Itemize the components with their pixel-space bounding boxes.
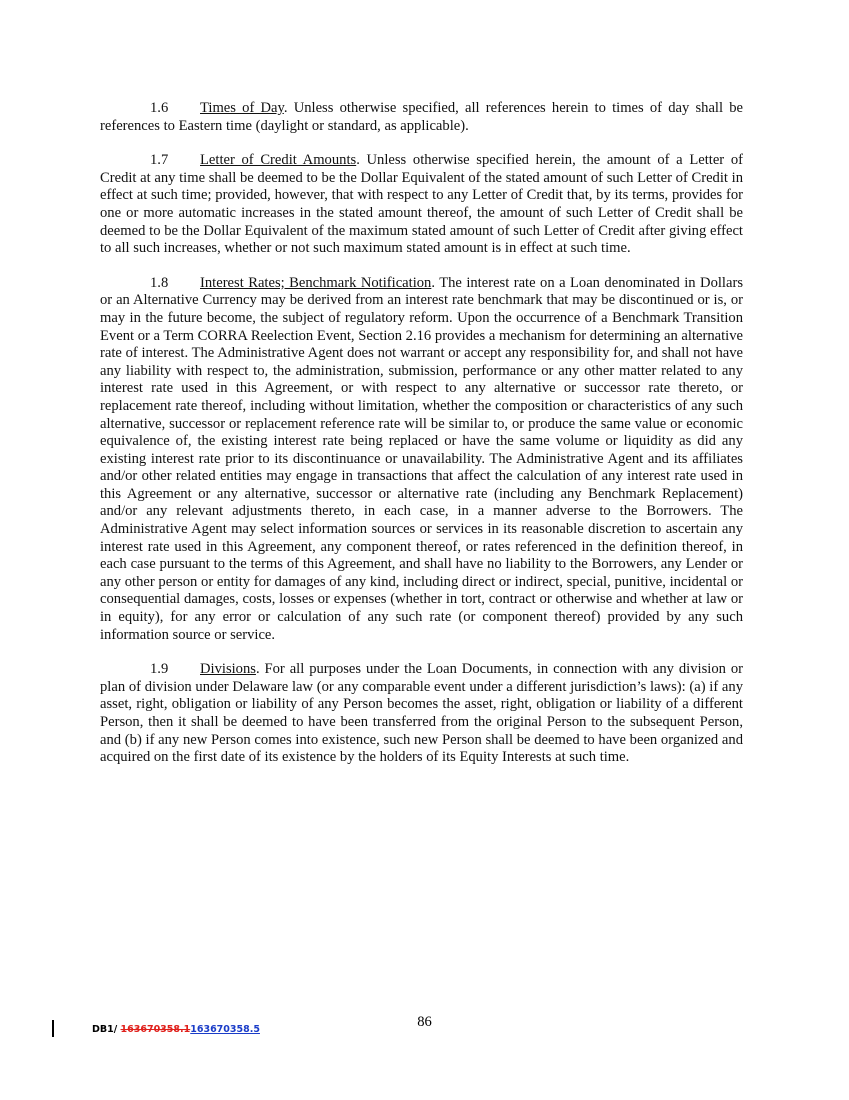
document-id-deleted: 163670358.1 bbox=[120, 1024, 191, 1035]
section-body: . Unless otherwise specified herein, the amount of a Letter of Credit at any time shall be deemed to be the Dollar Equivalent of the stated amount of such Letter of Credit in effect at such time; provided, however, that with respect to any Letter of Credit that, by its terms, provides for one or more automatic increases in the stated amount thereof, the amount of such Letter of Credit shall be deemed to be the Dollar Equivalent of the maximum stated amount of such Letter of Credit after giving effect to all such increases, whether or not such maximum stated amount is in effect at such time. bbox=[100, 152, 743, 257]
section-heading: Interest Rates; Benchmark Notification bbox=[200, 274, 432, 291]
section-body: . The interest rate on a Loan denominated in Dollars or an Alternative Currency may be derived from an interest rate benchmark that may be discontinued or is, or may in the future become, the subject of regulatory reform. Upon the occurrence of a Benchmark Transition Event or a Term CORRA Reelection Event, Section 2.16 provides a mechanism for determining an alternative rate of interest. The Administrative Agent does not warrant or accept any responsibility for, and shall not have any liability with respect to, the administration, submission, performance or any other matter related to any interest rate used in this Agreement, or with respect to any alternative or successor rate thereto, or replacement rate thereof, including without limitation, whether the composition or characteristics of any such alternative, successor or replacement reference rate will be similar to, or produce the same value or economic equivalence of, the existing interest rate being replaced or have the same volume or liquidity as did any existing interest rate prior to its discontinuance or unavailability. The Administrative Agent and its affiliates and/or other related entities may engage in transactions that affect the calculation of any interest rate used in this Agreement or any alternative, successor or alternative rate (including any Benchmark Replacement) and/or any relevant adjustments thereto, in each case, in a manner adverse to the Borrowers. The Administrative Agent may select information sources or services in its reasonable discretion to ascertain any interest rate used in this Agreement, any component thereof, or rates referenced in the definition thereof, in each case pursuant to the terms of this Agreement, and shall have no liability to the Borrowers, any Lender or any other person or entity for damages of any kind, including direct or indirect, special, punitive, incidental or consequential damages, costs, losses or expenses (whether in tort, contract or otherwise and whether at law or in equity), for any error or calculation of any such rate (or component thereof) provided by any such information source or service. bbox=[100, 274, 744, 643]
section-1-9 bbox=[100, 661, 743, 767]
section-heading: Divisions bbox=[200, 661, 256, 678]
document-id-inserted: 163670358.5 bbox=[190, 1024, 260, 1035]
document-page bbox=[100, 100, 743, 784]
section-number: 1.6 bbox=[150, 100, 169, 116]
section-number: 1.7 bbox=[150, 152, 169, 169]
section-1-6 bbox=[100, 100, 743, 135]
section-number: 1.9 bbox=[150, 661, 169, 678]
section-body: . For all purposes under the Loan Documents, in connection with any division or plan of division under Delaware law (or any comparable event under a different jurisdiction’s laws): (a) if any asset, right, obligation or liability of any Person becomes the asset, right, obligation or liability of a different Person, then it shall be deemed to have been transferred from the original Person to the subsequent Person, and (b) if any new Person comes into existence, such new Person shall be deemed to have been organized and acquired on the first date of its existence by the holders of its Equity Interests at such time. bbox=[100, 661, 743, 766]
section-body: . Unless otherwise specified, all references herein to times of day shall be references to Eastern time (daylight or standard, as applicable). bbox=[100, 100, 743, 134]
section-heading: Letter of Credit Amounts bbox=[200, 152, 357, 169]
section-1-8 bbox=[100, 275, 743, 644]
document-id-prefix: DB1/ bbox=[92, 1024, 121, 1035]
section-number: 1.8 bbox=[150, 274, 169, 291]
section-1-7 bbox=[100, 152, 743, 258]
page-number: 86 bbox=[417, 1014, 432, 1030]
section-heading: Times of Day bbox=[200, 100, 284, 116]
